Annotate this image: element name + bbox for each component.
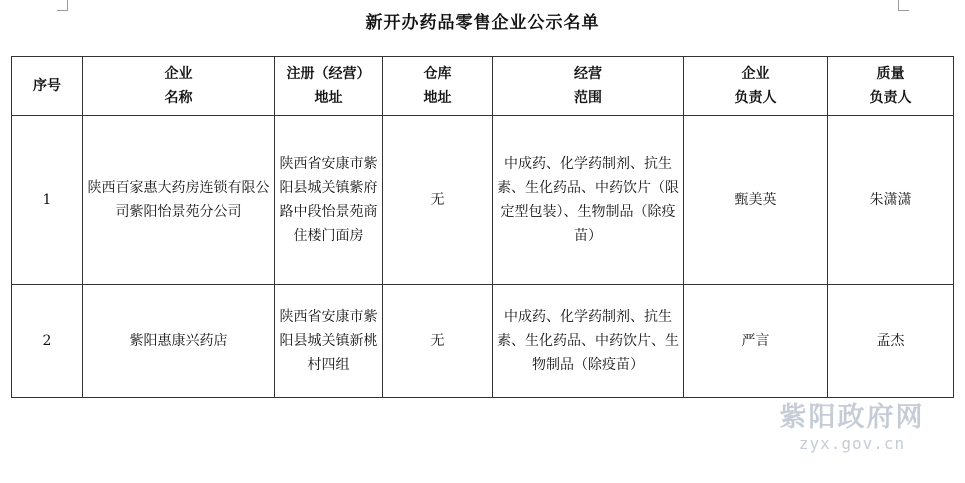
header-serial-number: 序号 — [12, 57, 83, 116]
site-watermark — [762, 402, 942, 454]
header-warehouse-address: 仓库 地址 — [383, 57, 493, 116]
cell-registered-address: 陕西省安康市紫阳县城关镇新桃村四组 — [275, 285, 383, 398]
cell-serial-number: 2 — [12, 285, 83, 398]
cell-business-scope: 中成药、化学药制剂、抗生素、生化药品、中药饮片、生物制品（除疫苗） — [493, 285, 684, 398]
table-row — [12, 116, 954, 285]
cell-enterprise-person-in-charge: 甄美英 — [684, 116, 828, 285]
cell-registered-address: 陕西省安康市紫阳县城关镇紫府路中段怡景苑商住楼门面房 — [275, 116, 383, 285]
cell-quality-person-in-charge: 朱潇潇 — [828, 116, 954, 285]
pharmacy-roster-table — [11, 56, 954, 398]
table-header-row — [12, 57, 954, 116]
header-business-scope: 经营 范围 — [493, 57, 684, 116]
cell-enterprise-name: 陕西百家惠大药房连锁有限公司紫阳怡景苑分公司 — [83, 116, 275, 285]
watermark-site-url: zyx.gov.cn — [798, 434, 906, 453]
cell-enterprise-person-in-charge: 严言 — [684, 285, 828, 398]
header-enterprise-person-in-charge: 企业 负责人 — [684, 57, 828, 116]
watermark-site-name: 紫阳政府网 — [779, 402, 925, 433]
cell-warehouse-address: 无 — [383, 285, 493, 398]
header-enterprise-name: 企业 名称 — [83, 57, 275, 116]
header-quality-person-in-charge: 质量 负责人 — [828, 57, 954, 116]
document-title: 新开办药品零售企业公示名单 — [365, 13, 600, 33]
cell-serial-number: 1 — [12, 116, 83, 285]
header-registered-address: 注册（经营） 地址 — [275, 57, 383, 116]
cell-warehouse-address: 无 — [383, 116, 493, 285]
cell-business-scope: 中成药、化学药制剂、抗生素、生化药品、中药饮片（限定型包装）、生物制品（除疫苗） — [493, 116, 684, 285]
cell-enterprise-name: 紫阳惠康兴药店 — [83, 285, 275, 398]
cell-quality-person-in-charge: 孟杰 — [828, 285, 954, 398]
table-row — [12, 285, 954, 398]
